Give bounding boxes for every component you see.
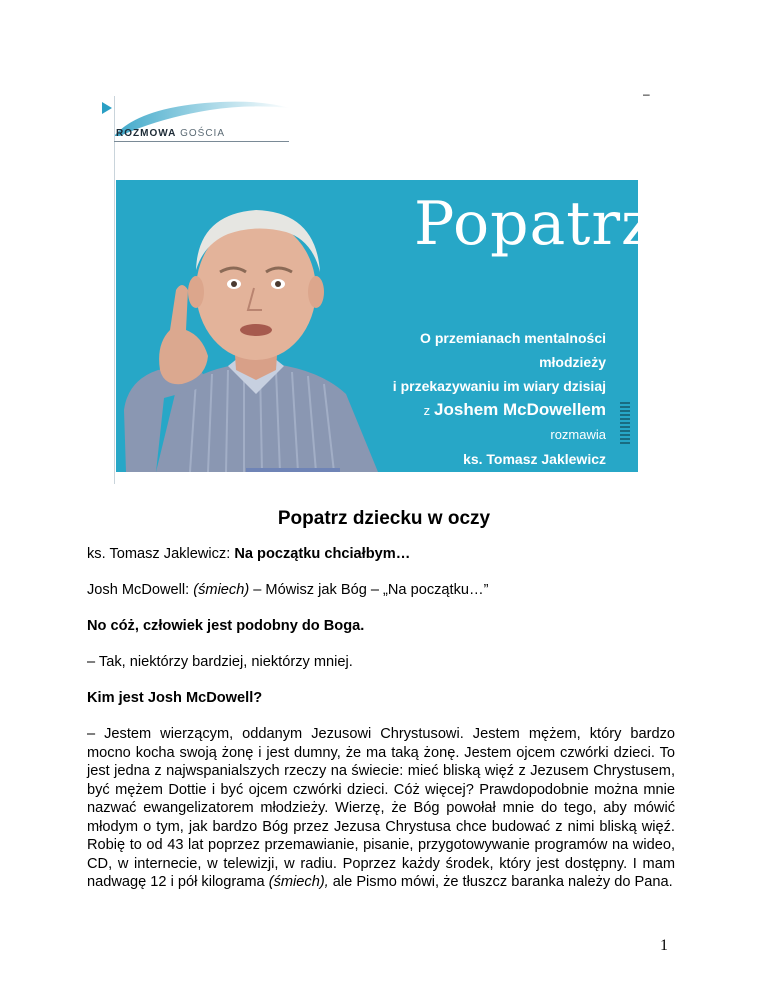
portrait-illustration [116, 180, 396, 472]
answer-1: Josh McDowell: (śmiech) – Mówisz jak Bóg – „Na początku…” [87, 582, 489, 598]
banner-subtitle: O przemianach mentalności młodzieży i przekazywaniu im wiary dzisiaj z Joshem McDowellem rozmawia ks. Tomasz Jaklewicz [392, 330, 606, 467]
top-mark: – [643, 87, 650, 101]
article-title: Popatrz dziecku w oczy [277, 508, 491, 529]
section-rule [114, 141, 289, 142]
question-1: ks. Tomasz Jaklewicz: Na początku chciałbym… [87, 546, 411, 562]
page-number: 1 [660, 937, 668, 954]
header-banner-image [100, 96, 654, 486]
section-label: ROZMOWA GOŚCIA [116, 128, 226, 139]
question-3: Kim jest Josh McDowell? [87, 690, 263, 706]
banner-accent-bar [246, 468, 340, 472]
answer-3: – Jestem wierzącym, oddanym Jezusowi Chrystusowi. Jestem mężem, który bardzo mocno kocha swoją żonę i jest dumny, że ma taką żonę. Jestem ojcem czwórki dzieci. To jest jedna z najwspanialszych rzeczy na świecie: mieć bliską więź z Jezusem Chrystusem, być mężem Dottie i być ojcem czwórki dzieci. Cóż więcej? Prawdopodobnie można mnie nazwać ewangelizatorem młodzieży. Wierzę, że Bóg powołał mnie do tego, aby mówić młodym o tym, jak bardzo Bóg przez Jezusa Chrystusa chce budować z nimi bliską więź. Robię to od 43 lat poprzez przemawianie, pisanie, przygotowywanie programów na wideo, CD, w internecie, w telewizji, w radiu. Poprzez każdy środek, który jest dostępny. I mam nadwagę 12 i pół kilograma (śmiech), ale Pismo mówi, że tłuszcz baranka należy do Pana. [87, 726, 675, 890]
banner-left-edge [114, 96, 115, 484]
question-2: No cóż, człowiek jest podobny do Boga. [87, 618, 365, 634]
banner-headline: Popatrz [414, 189, 654, 259]
answer-2: – Tak, niektórzy bardziej, niektórzy mniej. [87, 654, 353, 670]
photo-credit-mark [620, 402, 630, 444]
banner-panel [116, 180, 654, 472]
